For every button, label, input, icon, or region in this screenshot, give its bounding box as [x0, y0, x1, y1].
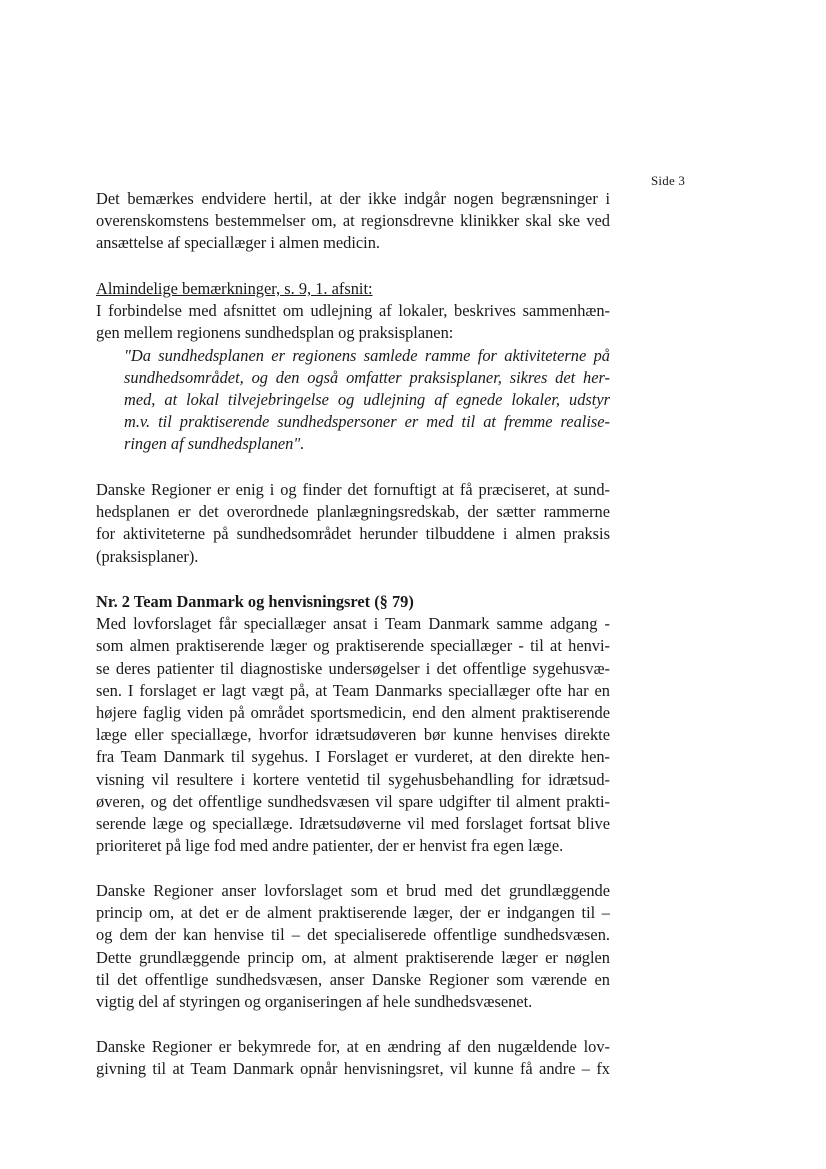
text-line: givning til at Team Danmark opnår henvisningsret, vil kunne få andre – fx — [96, 1059, 610, 1079]
section-general-remarks — [96, 278, 610, 456]
quotation — [124, 345, 610, 456]
text-line: Med lovforslaget får speciallæger ansat i Team Danmark samme adgang - — [96, 614, 610, 634]
concern-paragraph — [96, 1036, 610, 1080]
section-heading: Nr. 2 Team Danmark og henvisningsret (§ 79) — [96, 592, 414, 611]
quote-line: sundhedsområdet, og den også omfatter praksisplaner, sikres det her- — [124, 367, 610, 387]
text-line: overenskomstens bestemmelser om, at regionsdrevne klinikker skal ske ved — [96, 211, 610, 231]
text-line: Det bemærkes endvidere hertil, at der ikke indgår nogen begrænsninger i — [96, 189, 610, 208]
text-line: og dem der kan henvise til – det specialiserede offentlige sundhedsvæsen. — [96, 925, 610, 945]
text-line: fra Team Danmark til sygehus. I Forslaget er vurderet, at den direkte hen- — [96, 747, 610, 767]
text-line: se deres patienter til diagnostiske undersøgelser i det offentlige sygehusvæ- — [96, 658, 610, 678]
section-team-danmark — [96, 591, 610, 857]
text-line: Danske Regioner er bekymrede for, at en ændring af den nugældende lov- — [96, 1037, 610, 1056]
agreement-paragraph — [96, 479, 610, 568]
text-line: serende læge og speciallæge. Idrætsudøverne vil med forslaget fortsat blive — [96, 814, 610, 834]
section-heading: Almindelige bemærkninger, s. 9, 1. afsnit: — [96, 279, 373, 298]
intro-paragraph — [96, 188, 610, 255]
text-line: prioriteret på lige fod med andre patienter, der er henvist fra egen læge. — [96, 836, 564, 856]
text-line: visning vil resultere i kortere ventetid til sygehusbehandling for idrætsud- — [96, 769, 610, 789]
text-line: gen mellem regionens sundhedsplan og praksisplanen: — [96, 323, 454, 343]
quote-line: med, at lokal tilvejebringelse og udlejning af egnede lokaler, udstyr — [124, 390, 610, 410]
text-line: som almen praktiserende læger og praktiserende speciallæger - til at henvi- — [96, 636, 610, 656]
quote-line: m.v. til praktiserende sundhedspersoner er med til at fremme realise- — [124, 412, 610, 432]
text-line: hedsplanen er det overordnede planlægningsredskab, der sætter rammerne — [96, 502, 610, 522]
text-line: højere faglig viden på området sportsmedicin, end den alment praktiserende — [96, 703, 610, 723]
text-line: læge eller speciallæge, hvorfor idrætsudøveren bør kunne henvises direkte — [96, 725, 610, 745]
text-line: øveren, og det offentlige sundhedsvæsen vil spare udgifter til alment prakti- — [96, 791, 610, 811]
quote-line: ringen af sundhedsplanen". — [124, 434, 305, 454]
text-line: sen. I forslaget er lagt vægt på, at Team Danmarks speciallæger ofte har en — [96, 680, 610, 700]
text-line: vigtig del af styringen og organiseringen af hele sundhedsvæsenet. — [96, 992, 533, 1012]
text-line: Dette grundlæggende princip om, at alment praktiserende læger er nøglen — [96, 947, 610, 967]
principle-paragraph — [96, 880, 610, 1013]
quote-line: "Da sundhedsplanen er regionens samlede ramme for aktiviteterne på — [124, 345, 610, 365]
text-line: I forbindelse med afsnittet om udlejning af lokaler, beskrives sammenhæn- — [96, 301, 610, 321]
text-line: ansættelse af speciallæger i almen medicin. — [96, 233, 381, 253]
text-line: princip om, at det er de alment praktiserende læger, der er indgangen til – — [96, 903, 610, 923]
text-line: til det offentlige sundhedsvæsen, anser Danske Regioner som værende en — [96, 969, 610, 989]
text-line: Danske Regioner er enig i og finder det fornuftigt at få præciseret, at sund- — [96, 480, 610, 499]
text-line: for aktiviteterne på sundhedsområdet herunder tilbuddene i almen praksis — [96, 524, 610, 544]
page-number: Side 3 — [651, 173, 686, 188]
text-line: (praksisplaner). — [96, 546, 199, 566]
text-line: Danske Regioner anser lovforslaget som et brud med det grundlæggende — [96, 881, 610, 900]
